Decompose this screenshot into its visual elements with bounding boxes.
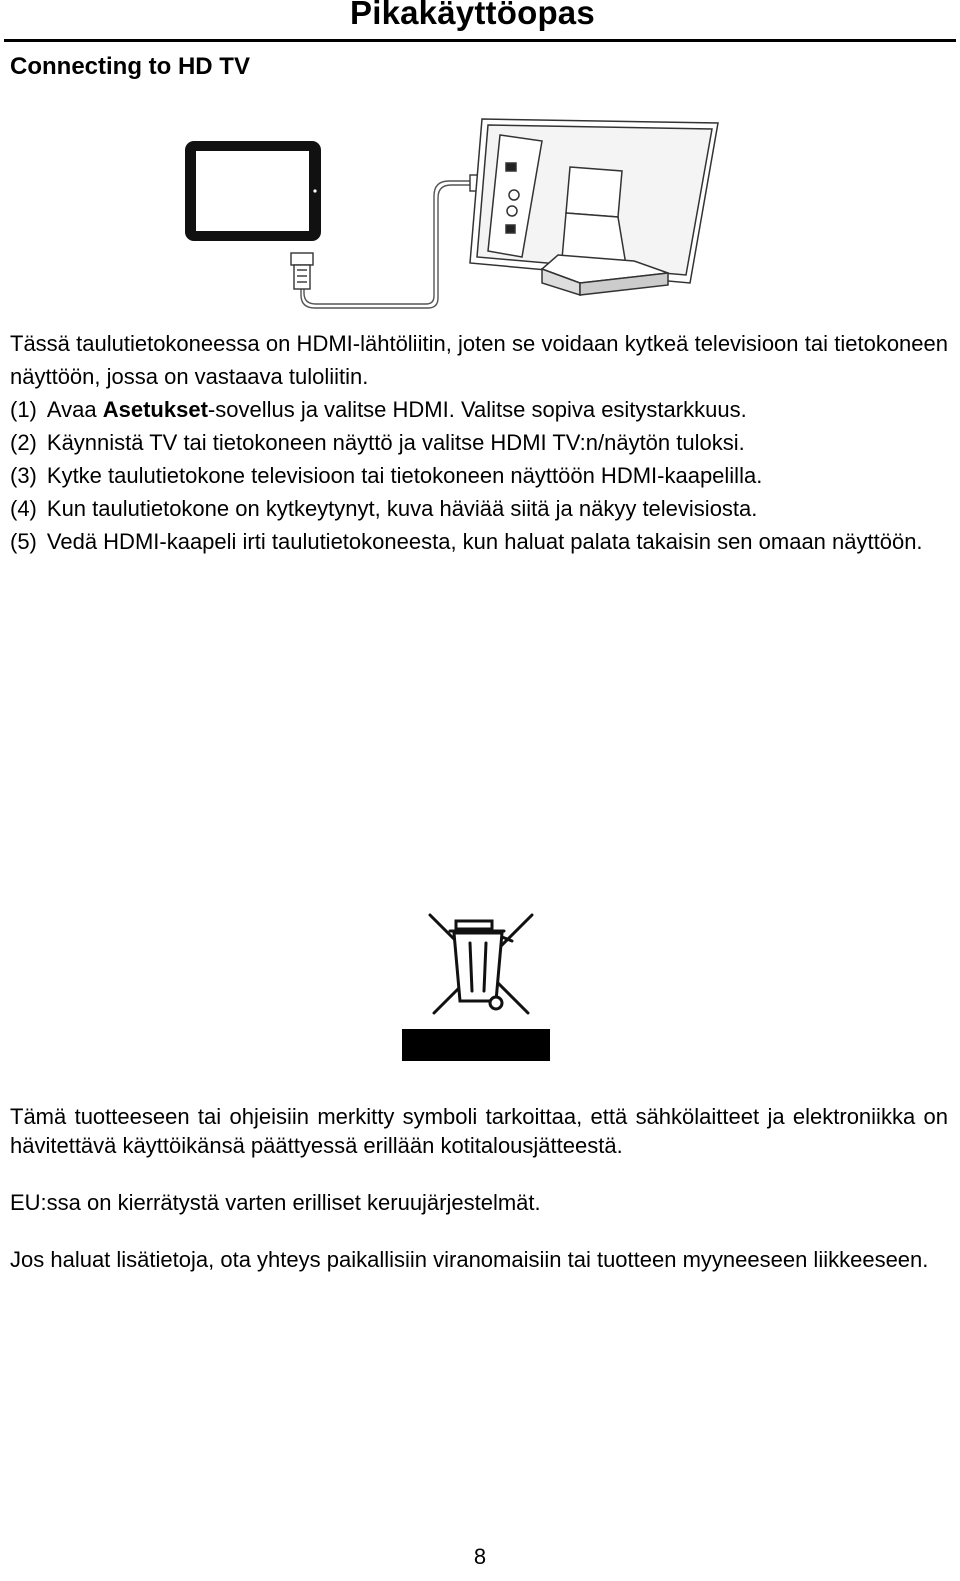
tablet-icon [185, 141, 321, 241]
step-number: (5) [10, 529, 37, 554]
step-text: Kytke taulutietokone televisioon tai tietokoneen näyttöön HDMI-kaapelilla. [46, 463, 763, 488]
step-text: Käynnistä TV tai tietokoneen näyttö ja valitse HDMI TV:n/näytön tuloksi. [46, 430, 745, 455]
step-item [10, 525, 948, 558]
page-number: 8 [473, 1544, 487, 1569]
step-list [10, 393, 948, 558]
weee-explanation: Tämä tuotteeseen tai ohjeisiin merkitty symboli tarkoittaa, että sähkölaitteet ja elektroniikka on hävitettävä käyttöikänsä päättyessä erillään kotitalousjätteestä. [10, 1104, 948, 1158]
title-divider [4, 39, 956, 42]
page-title: Pikakäyttöopas [350, 0, 595, 31]
crossed-out-wheelie-bin-icon [398, 905, 554, 1065]
hdmi-cable-icon [291, 175, 500, 308]
step-text: Kun taulutietokone on kytkeytynyt, kuva häviää siitä ja näkyy televisiosta. [46, 496, 758, 521]
step-item [10, 492, 948, 525]
step-text: -sovellus ja valitse HDMI. Valitse sopiva esitystarkkuus. [207, 397, 747, 422]
step-number: (2) [10, 430, 37, 455]
settings-app-name: Asetukset [102, 397, 208, 422]
disposal-info [10, 1102, 948, 1302]
contact-info-note: Jos haluat lisätietoja, ota yhteys paikallisiin viranomaisiin tai tuotteen myyneeseen liikkeeseen. [10, 1247, 929, 1272]
instructions [10, 327, 948, 558]
hdmi-connection-illustration [170, 105, 730, 320]
step-text: Avaa [46, 397, 103, 422]
tv-monitor-icon [470, 119, 718, 295]
eu-collection-note: EU:ssa on kierrätystä varten erilliset keruujärjestelmät. [10, 1190, 541, 1215]
step-item [10, 459, 948, 492]
step-number: (4) [10, 496, 37, 521]
section-heading: Connecting to HD TV [10, 53, 250, 80]
step-number: (3) [10, 463, 37, 488]
intro-paragraph: Tässä taulutietokoneessa on HDMI-lähtöliitin, joten se voidaan kytkeä televisioon tai tietokoneen näyttöön, jossa on vastaava tuloliitin. [10, 331, 948, 389]
step-number: (1) [10, 397, 37, 422]
step-item [10, 426, 948, 459]
step-item [10, 393, 948, 426]
step-text: Vedä HDMI-kaapeli irti taulutietokoneesta, kun haluat palata takaisin sen omaan näyttöön. [46, 529, 923, 554]
